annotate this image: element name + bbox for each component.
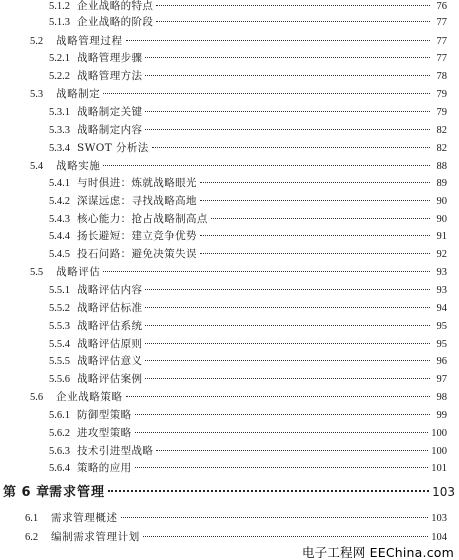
toc-entry xyxy=(49,106,447,119)
chapter-page: 103 xyxy=(432,485,455,499)
toc-entry-page: 82 xyxy=(436,125,447,136)
toc-entry-title: 投石问路：避免决策失误 xyxy=(77,248,197,260)
toc-entry-page: 100 xyxy=(431,428,447,439)
toc-entry xyxy=(49,0,447,13)
toc-entry-title: 战略评估原则 xyxy=(77,338,143,350)
dot-leader xyxy=(135,414,431,415)
toc-entry-page: 93 xyxy=(436,285,447,296)
toc-entry-number: 5.1.3 xyxy=(49,17,70,28)
toc-entry-number: 5.3.4 xyxy=(49,143,70,154)
dot-leader xyxy=(156,450,428,451)
toc-entry-page: 78 xyxy=(436,71,447,82)
dot-leader xyxy=(211,218,430,219)
dot-leader xyxy=(126,396,430,397)
toc-entry-title: 需求管理概述 xyxy=(51,512,118,524)
dot-leader xyxy=(145,343,430,344)
toc-entry-title: 战略评估标准 xyxy=(77,302,143,314)
toc-entry xyxy=(30,391,447,404)
toc-entry-number: 5.4.4 xyxy=(49,231,70,242)
toc-entry-title: 技术引进型战略 xyxy=(77,445,154,457)
toc-entry-title: 扬长避短：建立竞争优势 xyxy=(77,230,197,242)
toc-entry-number: 5.5.4 xyxy=(49,339,70,350)
toc-entry-number: 5.5.1 xyxy=(49,285,70,296)
toc-entry-title: 策略的应用 xyxy=(77,462,132,474)
toc-entry-page: 103 xyxy=(431,513,447,524)
toc-entry-title: 战略管理步骤 xyxy=(77,52,143,64)
site-watermark: 电子工程网 EEChina.com xyxy=(301,545,454,560)
dot-leader xyxy=(103,271,430,272)
toc-entry-page: 90 xyxy=(436,196,447,207)
toc-entry-title: 战略管理方法 xyxy=(77,70,143,82)
toc-entry-page: 98 xyxy=(436,392,447,403)
toc-entry-page: 97 xyxy=(436,374,447,385)
toc-entry-page: 77 xyxy=(436,36,447,47)
toc-entry xyxy=(49,213,447,226)
toc-entry xyxy=(25,512,447,525)
toc-entry xyxy=(49,462,447,475)
toc-entry-title: 战略评估系统 xyxy=(77,320,143,332)
dot-leader xyxy=(145,129,430,130)
toc-entry xyxy=(49,302,447,315)
dot-leader xyxy=(121,517,429,518)
dot-leader xyxy=(108,490,429,492)
dot-leader xyxy=(200,235,430,236)
toc-entry-number: 5.5.5 xyxy=(49,356,70,367)
dot-leader xyxy=(103,93,430,94)
toc-entry xyxy=(30,88,447,101)
toc-entry-title: 与时俱进：炼就战略眼光 xyxy=(77,177,197,189)
toc-entry-title: 战略评估案例 xyxy=(77,373,143,385)
toc-entry-title: 战略管理过程 xyxy=(56,35,123,47)
toc-entry-number: 5.4.5 xyxy=(49,249,70,260)
toc-entry-number: 6.2 xyxy=(25,532,39,543)
chapter-number: 第 6 章 xyxy=(3,485,50,500)
toc-entry-number: 5.4.2 xyxy=(49,196,70,207)
toc-entry-number: 5.5.3 xyxy=(49,321,70,332)
dot-leader xyxy=(156,21,430,22)
toc-entry-page: 79 xyxy=(436,89,447,100)
dot-leader xyxy=(135,432,429,433)
toc-entry xyxy=(25,531,447,544)
toc-entry-page: 76 xyxy=(436,1,447,12)
toc-entry-page: 99 xyxy=(436,410,447,421)
toc-entry-number: 5.3 xyxy=(30,89,44,100)
toc-entry xyxy=(49,248,447,261)
toc-entry-title: 防御型策略 xyxy=(77,409,132,421)
toc-entry xyxy=(49,338,447,351)
toc-entry-title: 战略制定 xyxy=(56,88,101,100)
dot-leader xyxy=(200,182,430,183)
toc-entry-page: 100 xyxy=(431,446,447,457)
toc-entry-title: 战略实施 xyxy=(56,160,101,172)
dot-leader xyxy=(145,289,430,290)
toc-entry-number: 5.2.1 xyxy=(49,53,70,64)
toc-entry-number: 5.2.2 xyxy=(49,71,70,82)
toc-entry-page: 89 xyxy=(436,178,447,189)
toc-entry-page: 82 xyxy=(436,143,447,154)
toc-entry xyxy=(49,52,447,65)
toc-chapter-heading xyxy=(3,484,455,500)
toc-entry-number: 5.4.1 xyxy=(49,178,70,189)
dot-leader xyxy=(145,111,430,112)
dot-leader xyxy=(145,360,430,361)
toc-entry-number: 5.4.3 xyxy=(49,214,70,225)
toc-entry xyxy=(49,124,447,137)
toc-entry-title: SWOT 分析法 xyxy=(77,142,149,154)
toc-entry-number: 5.6.3 xyxy=(49,446,70,457)
toc-entry-page: 94 xyxy=(436,303,447,314)
toc-entry-page: 92 xyxy=(436,249,447,260)
toc-entry-page: 95 xyxy=(436,339,447,350)
toc-entry-title: 深谋远虑：寻找战略高地 xyxy=(77,195,197,207)
toc-entry-page: 90 xyxy=(436,214,447,225)
toc-entry xyxy=(49,177,447,190)
dot-leader xyxy=(152,147,430,148)
toc-entry-number: 5.5.2 xyxy=(49,303,70,314)
toc-entry-number: 5.6.1 xyxy=(49,410,70,421)
dot-leader xyxy=(145,307,430,308)
dot-leader xyxy=(143,536,428,537)
toc-entry xyxy=(49,373,447,386)
toc-entry-title: 战略制定关键 xyxy=(77,106,143,118)
toc-entry xyxy=(30,35,447,48)
toc-entry-page: 95 xyxy=(436,321,447,332)
toc-entry-title: 企业战略策略 xyxy=(56,391,123,403)
toc-entry-page: 77 xyxy=(436,17,447,28)
toc-entry xyxy=(49,230,447,243)
toc-entry-number: 5.3.3 xyxy=(49,125,70,136)
dot-leader xyxy=(103,165,430,166)
dot-leader xyxy=(126,40,430,41)
toc-entry xyxy=(30,266,447,279)
toc-entry-page: 104 xyxy=(431,532,447,543)
toc-entry-number: 5.6.4 xyxy=(49,463,70,474)
dot-leader xyxy=(200,253,430,254)
toc-entry xyxy=(49,284,447,297)
toc-entry-number: 5.6 xyxy=(30,392,44,403)
toc-entry-number: 5.6.2 xyxy=(49,428,70,439)
dot-leader xyxy=(145,75,430,76)
toc-entry-number: 5.4 xyxy=(30,161,44,172)
toc-entry-title: 企业战略的特点 xyxy=(77,0,154,12)
toc-entry-number: 6.1 xyxy=(25,513,39,524)
toc-entry-page: 101 xyxy=(431,463,447,474)
toc-entry xyxy=(49,445,447,458)
toc-entry xyxy=(49,142,447,155)
dot-leader xyxy=(145,378,430,379)
toc-entry-page: 88 xyxy=(436,161,447,172)
toc-entry-page: 91 xyxy=(436,231,447,242)
toc-entry-title: 编制需求管理计划 xyxy=(51,531,140,543)
toc-entry-title: 核心能力：抢占战略制高点 xyxy=(77,213,208,225)
toc-entry-number: 5.5.6 xyxy=(49,374,70,385)
toc-entry-page: 96 xyxy=(436,356,447,367)
toc-entry-title: 进攻型策略 xyxy=(77,427,132,439)
toc-entry xyxy=(49,355,447,368)
toc-entry xyxy=(49,70,447,83)
toc-entry-page: 79 xyxy=(436,107,447,118)
toc-entry-number: 5.2 xyxy=(30,36,44,47)
toc-entry-title: 战略评估意义 xyxy=(77,355,143,367)
toc-entry-title: 战略评估内容 xyxy=(77,284,143,296)
dot-leader xyxy=(145,325,430,326)
chapter-title: 需求管理 xyxy=(49,485,106,500)
toc-entry xyxy=(49,320,447,333)
dot-leader xyxy=(200,200,430,201)
dot-leader xyxy=(135,467,429,468)
dot-leader xyxy=(156,5,430,6)
toc-entry xyxy=(49,409,447,422)
toc-entry-number: 5.3.1 xyxy=(49,107,70,118)
toc-entry-number: 5.1.2 xyxy=(49,1,70,12)
toc-entry-title: 战略评估 xyxy=(56,266,101,278)
toc-entry xyxy=(30,160,447,173)
toc-entry xyxy=(49,195,447,208)
toc-entry-title: 战略制定内容 xyxy=(77,124,143,136)
toc-entry xyxy=(49,427,447,440)
dot-leader xyxy=(145,57,430,58)
toc-entry-title: 企业战略的阶段 xyxy=(77,16,154,28)
toc-entry-page: 77 xyxy=(436,53,447,64)
toc-entry-page: 93 xyxy=(436,267,447,278)
toc-entry-number: 5.5 xyxy=(30,267,44,278)
toc-entry xyxy=(49,16,447,29)
